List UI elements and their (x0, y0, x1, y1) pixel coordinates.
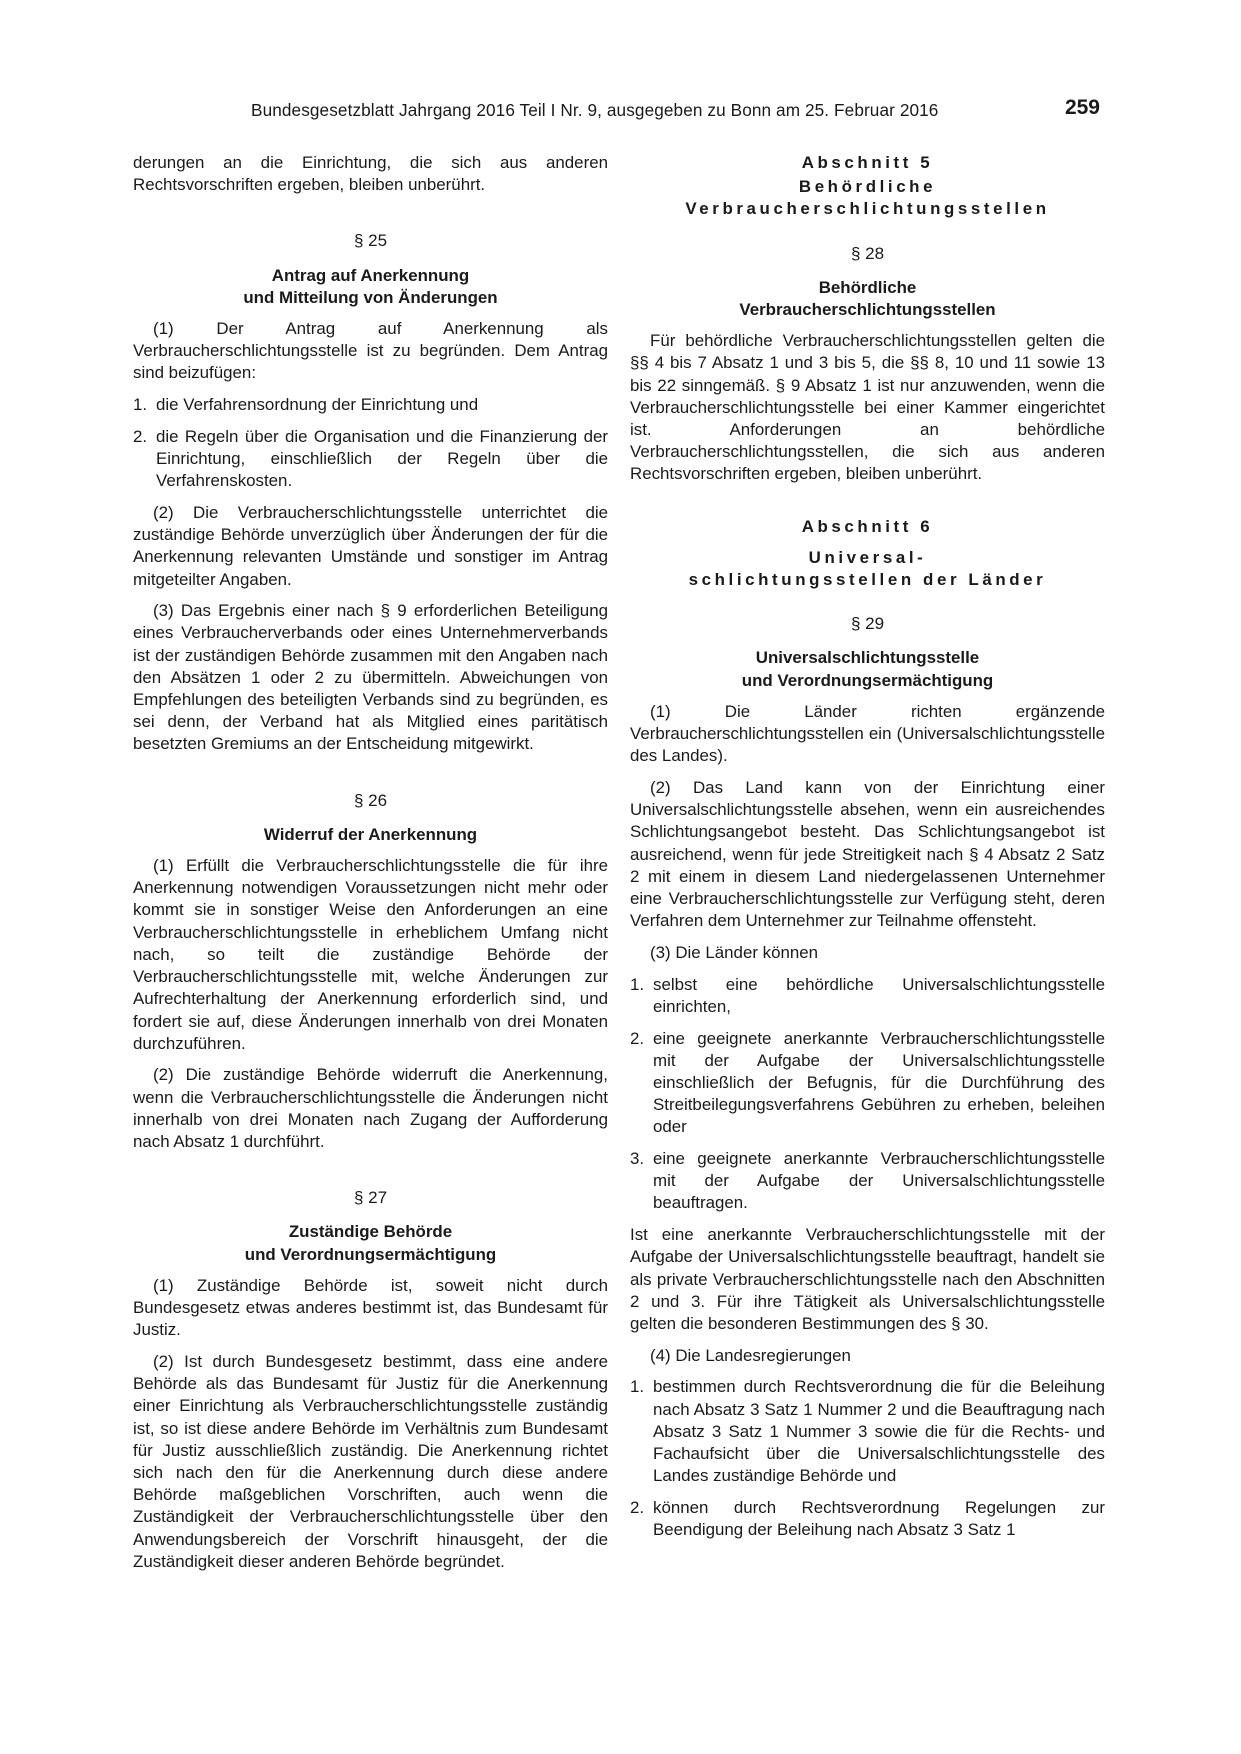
list-item (630, 1376, 1105, 1487)
section-heading-line: Behördliche (818, 277, 917, 297)
section-heading-29 (630, 647, 1105, 691)
paragraph: (4) Die Landesregierungen (650, 1345, 851, 1365)
paragraph: (2) Die zuständige Behörde widerruft die Anerkennung, wenn die Verbraucherschlichtungsstelle die Änderungen nicht innerhalb von drei Monaten nach Zugang der Aufforderung nach Absatz 1 durchführt. (133, 1065, 608, 1152)
list-number: 1. (133, 395, 148, 415)
list-item (630, 1148, 1105, 1215)
list-item (630, 1497, 1105, 1541)
gazette-title: Bundesgesetzblatt Jahrgang 2016 Teil I Nr. 9, ausgegeben zu Bonn am 25. Februar 2016 (251, 100, 939, 120)
paragraph: Ist eine anerkannte Verbraucherschlichtungsstelle mit der Aufgabe der Universalschlichtungsstelle beauftragt, handelt sie als private Verbraucherschlichtungsstelle nach den Abschnitten 2 und 3. Für ihre Tätigkeit als Universalschlichtungsstelle gelten die besonderen Bestimmungen des § 30. (630, 1225, 1105, 1333)
section-heading-25 (133, 265, 608, 309)
abschnitt-title-line: Behördliche (798, 177, 937, 197)
page-header (133, 96, 1100, 128)
abschnitt-title-6 (630, 547, 1105, 591)
section-heading-26: Widerruf der Anerkennung (263, 824, 478, 844)
paragraph: (1) Der Antrag auf Anerkennung als Verbraucherschlichtungsstelle ist zu begründen. Dem Antrag sind beizufügen: (133, 319, 608, 383)
section-number-25: § 25 (353, 231, 388, 251)
list-text: selbst eine behördliche Universalschlichtungsstelle einrichten, (653, 974, 1105, 1016)
paragraph: (2) Das Land kann von der Einrichtung einer Universalschlichtungsstelle absehen, wenn ein ausreichendes Schlichtungsangebot besteht. Das Schlichtungsangebot ist ausreichend, wenn für jede Streitigkeit nach § 4 Absatz 2 Satz 2 mit einem in diesem Land niedergelassenen Unternehmer eine Verbraucherschlichtungsstelle zur Verfügung steht, deren Verfahren dem Unternehmer zur Teilnahme offensteht. (630, 777, 1105, 931)
section-heading-line: Antrag auf Anerkennung (271, 265, 470, 285)
abschnitt-title-line: schlichtungsstellen der Länder (688, 570, 1047, 590)
list-number: 2. (630, 1028, 645, 1048)
section-heading-line: und Mitteilung von Änderungen (243, 287, 498, 307)
paragraph: (1) Zuständige Behörde ist, soweit nicht durch Bundesgesetz etwas anderes bestimmt ist, das Bundesamt für Justiz. (133, 1275, 608, 1340)
section-heading-line: Universalschlichtungsstelle (755, 648, 980, 668)
paragraph: Für behördliche Verbraucherschlichtungsstellen gelten die §§ 4 bis 7 Absatz 1 und 3 bis 5, die §§ 8, 10 und 11 sowie 13 bis 22 sinngemäß. § 9 Absatz 1 ist nur anzuwenden, wenn die Verbraucherschlichtungsstelle bei einer Kammer eingerichtet ist. Anforderungen an behördliche Verbraucherschlichtungsstellen, die sich aus anderen Rechtsvorschriften ergeben, bleiben unberührt. (630, 331, 1105, 484)
list-text: eine geeignete anerkannte Verbraucherschlichtungsstelle mit der Aufgabe der Universalschlichtungsstelle einschließlich der Befugnis, für die Durchführung des Streitbeilegungsverfahrens Gebühren zu erheben, beleihen oder (653, 1028, 1105, 1137)
abschnitt-title-5 (630, 176, 1105, 220)
section-number-28: § 28 (850, 243, 885, 263)
list-number: 1. (630, 1377, 645, 1397)
list-number: 2. (133, 426, 148, 446)
list-item (133, 394, 608, 416)
section-heading-27 (133, 1221, 608, 1265)
paragraph: (3) Die Länder können (650, 942, 819, 962)
section-number-29: § 29 (850, 614, 885, 634)
right-column (630, 152, 1105, 1541)
abschnitt-title-line: Universal- (808, 547, 927, 567)
section-number-26: § 26 (353, 790, 388, 810)
section-heading-28 (630, 277, 1105, 321)
paragraph: (1) Die Länder richten ergänzende Verbraucherschlichtungsstellen ein (Universalschlichtungsstelle des Landes). (630, 701, 1105, 766)
paragraph: (1) Erfüllt die Verbraucherschlichtungsstelle die für ihre Anerkennung notwendigen Voraussetzungen nicht mehr oder kommt sie in sonstiger Weise den Anforderungen an eine Verbraucherschlichtungsstelle in erheblichem Umfang nicht nach, so teilt die zuständige Behörde der Verbraucherschlichtungsstelle mit, welche Änderungen zur Aufrechterhaltung der Anerkennung erforderlich sind, und fordert sie auf, diese Änderungen innerhalb von drei Monaten durchzuführen. (133, 856, 608, 1053)
list-number: 3. (630, 1149, 645, 1169)
list-text: die Verfahrensordnung der Einrichtung und (156, 395, 479, 415)
abschnitt-label-6: Abschnitt 6 (801, 516, 934, 536)
list-text: bestimmen durch Rechtsverordnung die für die Beleihung nach Absatz 3 Satz 1 Nummer 2 und die Beauftragung nach Absatz 3 Satz 1 Nummer 3 sowie die für die Rechts- und Fachaufsicht über die Universalschlichtungsstelle des Landes zuständige Behörde und (653, 1377, 1105, 1486)
list-text: die Regeln über die Organisation und die Finanzierung der Einrichtung, einschließlich der Regeln über die Verfahrenskosten. (156, 426, 608, 491)
left-column (133, 152, 608, 1573)
paragraph: (2) Die Verbraucherschlichtungsstelle unterrichtet die zuständige Behörde unverzüglich über Änderungen der für die Anerkennung relevanten Umstände und sonstiger im Antrag mitgeteilter Angaben. (133, 502, 608, 589)
list-item (630, 1028, 1105, 1139)
list-item (630, 974, 1105, 1018)
continuation-text: derungen an die Einrichtung, die sich aus anderen Rechtsvorschriften ergeben, bleiben unberührt. (133, 153, 608, 195)
list-number: 2. (630, 1497, 645, 1517)
section-heading-line: Verbraucherschlichtungsstellen (739, 300, 996, 320)
list-number: 1. (630, 974, 645, 994)
section-heading-line: Zuständige Behörde (288, 1222, 453, 1242)
section-number-27: § 27 (353, 1188, 388, 1208)
list-item (133, 426, 608, 493)
abschnitt-title-line: Verbraucherschlichtungsstellen (685, 199, 1050, 219)
list-text: können durch Rechtsverordnung Regelungen zur Beendigung der Beleihung nach Absatz 3 Satz 1 (653, 1497, 1105, 1540)
abschnitt-label-5: Abschnitt 5 (801, 153, 934, 172)
page-number: 259 (1064, 96, 1100, 119)
paragraph: (3) Das Ergebnis einer nach § 9 erforderlichen Beteiligung eines Verbraucherverbands oder eines Unternehmerverbands ist der zuständigen Behörde zusammen mit den Angaben nach den Absätzen 1 oder 2 zu übermitteln. Abweichungen von Empfehlungen des beteiligten Verbands sind zu begründen, es sei denn, der Verband hat als Mitglied eines paritätisch besetzten Gremiums an der Entscheidung mitgewirkt. (133, 601, 608, 754)
paragraph: (2) Ist durch Bundesgesetz bestimmt, dass eine andere Behörde als das Bundesamt für Justiz für die Anerkennung einer Einrichtung als Verbraucherschlichtungsstelle zuständig ist, so ist diese andere Behörde im Verhältnis zum Bundesamt für Justiz ausschließlich zuständig. Die Anerkennung richtet sich nach den für die Anerkennung durch diese andere Behörde maßgeblichen Vorschriften, auch wenn die Zuständigkeit der Verbraucherschlichtungsstelle über den Anwendungsbereich der Vorschrift hinausgeht, der die Zuständigkeit dieser anderen Behörde begründet. (133, 1351, 608, 1571)
section-heading-line: und Verordnungsermächtigung (741, 670, 994, 690)
list-text: eine geeignete anerkannte Verbraucherschlichtungsstelle mit der Aufgabe der Universalschlichtungsstelle beauftragen. (653, 1149, 1105, 1213)
section-heading-line: und Verordnungsermächtigung (244, 1244, 497, 1264)
